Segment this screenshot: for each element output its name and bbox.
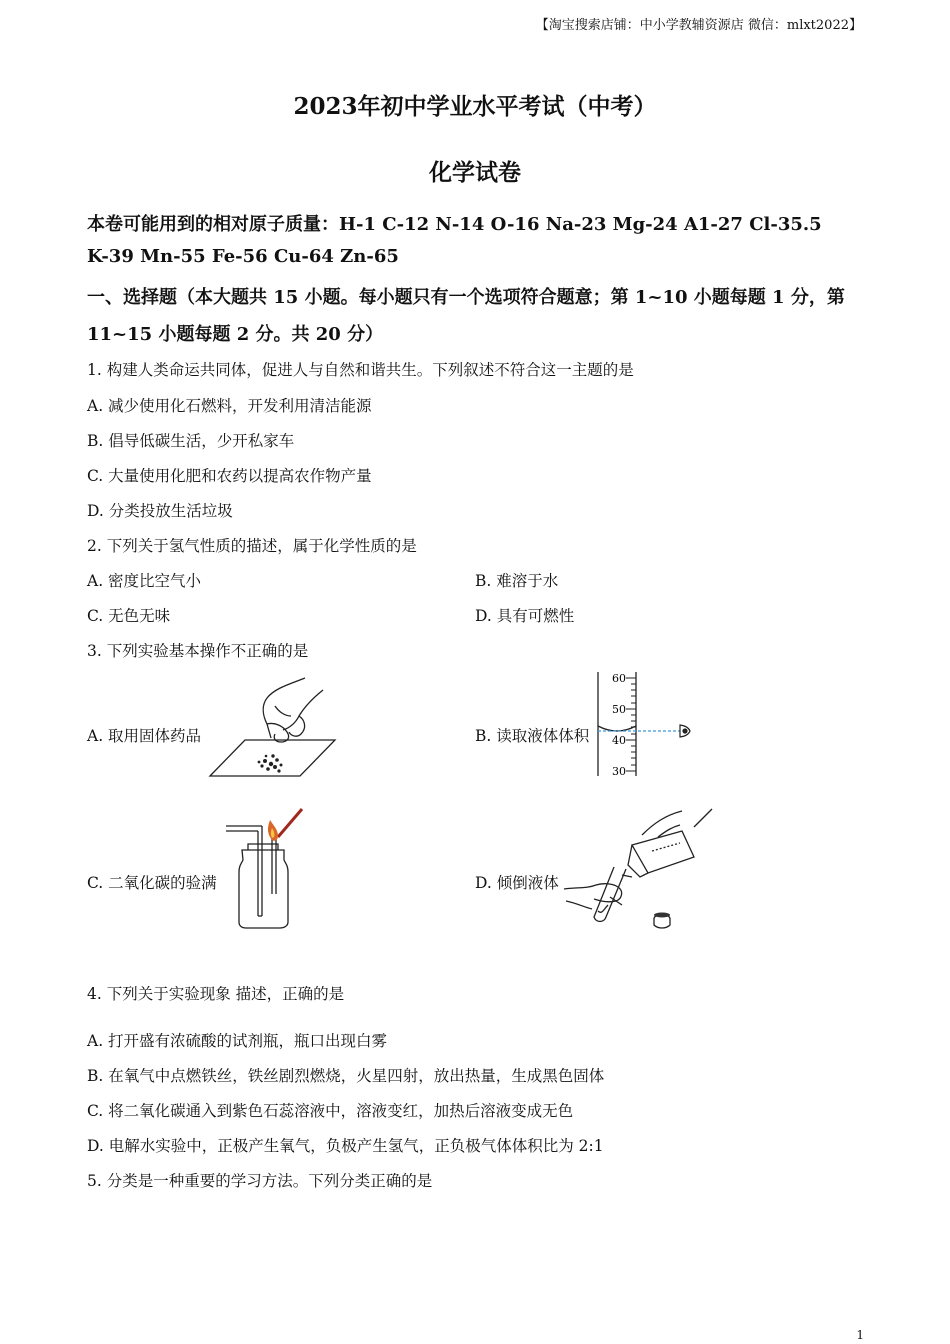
q4-option-b: B. 在氧气中点燃铁丝，铁丝剧烈燃烧，火星四射，放出热量，生成黑色固体 bbox=[87, 1067, 605, 1085]
q1-option-b: B. 倡导低碳生活，少开私家车 bbox=[87, 432, 295, 450]
page-header: 【淘宝搜索店铺：中小学教辅资源店 微信：mlxt2022】 bbox=[535, 18, 862, 33]
q4-option-d: D. 电解水实验中，正极产生氧气，负极产生氢气，正负极气体体积比为 2:1 bbox=[87, 1137, 604, 1155]
q3-option-c: C. 二氧化碳的验满 bbox=[87, 874, 217, 892]
section-heading-line-2: 11~15 小题每题 2 分。共 20 分） bbox=[87, 324, 384, 345]
q2-option-d: D. 具有可燃性 bbox=[475, 607, 575, 625]
q3-option-d: D. 倾倒液体 bbox=[475, 874, 559, 892]
q2-option-a: A. 密度比空气小 bbox=[87, 572, 202, 590]
q2-stem: 2. 下列关于氢气性质的描述，属于化学性质的是 bbox=[87, 537, 417, 555]
q5-stem: 5. 分类是一种重要的学习方法。下列分类正确的是 bbox=[87, 1172, 433, 1190]
section-heading-line-1: 一、选择题（本大题共 15 小题。每小题只有一个选项符合题意；第 1~10 小题每题 1 分，第 bbox=[87, 287, 845, 308]
tick-50: 50 bbox=[612, 703, 626, 716]
page-number: 1 bbox=[856, 1328, 864, 1342]
tick-60: 60 bbox=[612, 672, 626, 685]
tick-30: 30 bbox=[612, 765, 626, 778]
solid-sampling-illustration bbox=[205, 676, 340, 781]
q2-option-c: C. 无色无味 bbox=[87, 607, 171, 625]
q2-option-b: B. 难溶于水 bbox=[475, 572, 559, 590]
q1-option-a: A. 减少使用化石燃料，开发利用清洁能源 bbox=[87, 397, 372, 415]
pouring-liquid-illustration bbox=[562, 805, 717, 933]
q3-option-a: A. 取用固体药品 bbox=[87, 727, 202, 745]
co2-bottle-illustration bbox=[222, 804, 317, 932]
graduated-cylinder-illustration bbox=[596, 670, 706, 782]
atomic-mass-line-2: K-39 Mn-55 Fe-56 Cu-64 Zn-65 bbox=[87, 246, 399, 267]
q3-stem: 3. 下列实验基本操作不正确的是 bbox=[87, 642, 309, 660]
q1-stem: 1. 构建人类命运共同体，促进人与自然和谐共生。下列叙述不符合这一主题的是 bbox=[87, 361, 634, 379]
q4-option-c: C. 将二氧化碳通入到紫色石蕊溶液中，溶液变红，加热后溶液变成无色 bbox=[87, 1102, 574, 1120]
atomic-mass-line-1: 本卷可能用到的相对原子质量：H-1 C-12 N-14 O-16 Na-23 Mg-24 A1-27 Cl-35.5 bbox=[87, 214, 822, 235]
tick-40: 40 bbox=[612, 734, 626, 747]
q4-stem: 4. 下列关于实验现象 描述，正确的是 bbox=[87, 985, 345, 1003]
exam-subtitle: 化学试卷 bbox=[429, 159, 521, 186]
q1-option-c: C. 大量使用化肥和农药以提高农作物产量 bbox=[87, 467, 372, 485]
q3-option-b: B. 读取液体体积 bbox=[475, 727, 590, 745]
q4-option-a: A. 打开盛有浓硫酸的试剂瓶，瓶口出现白雾 bbox=[87, 1032, 388, 1050]
q1-option-d: D. 分类投放生活垃圾 bbox=[87, 502, 233, 520]
exam-title: 2023年初中学业水平考试（中考） bbox=[293, 93, 657, 120]
